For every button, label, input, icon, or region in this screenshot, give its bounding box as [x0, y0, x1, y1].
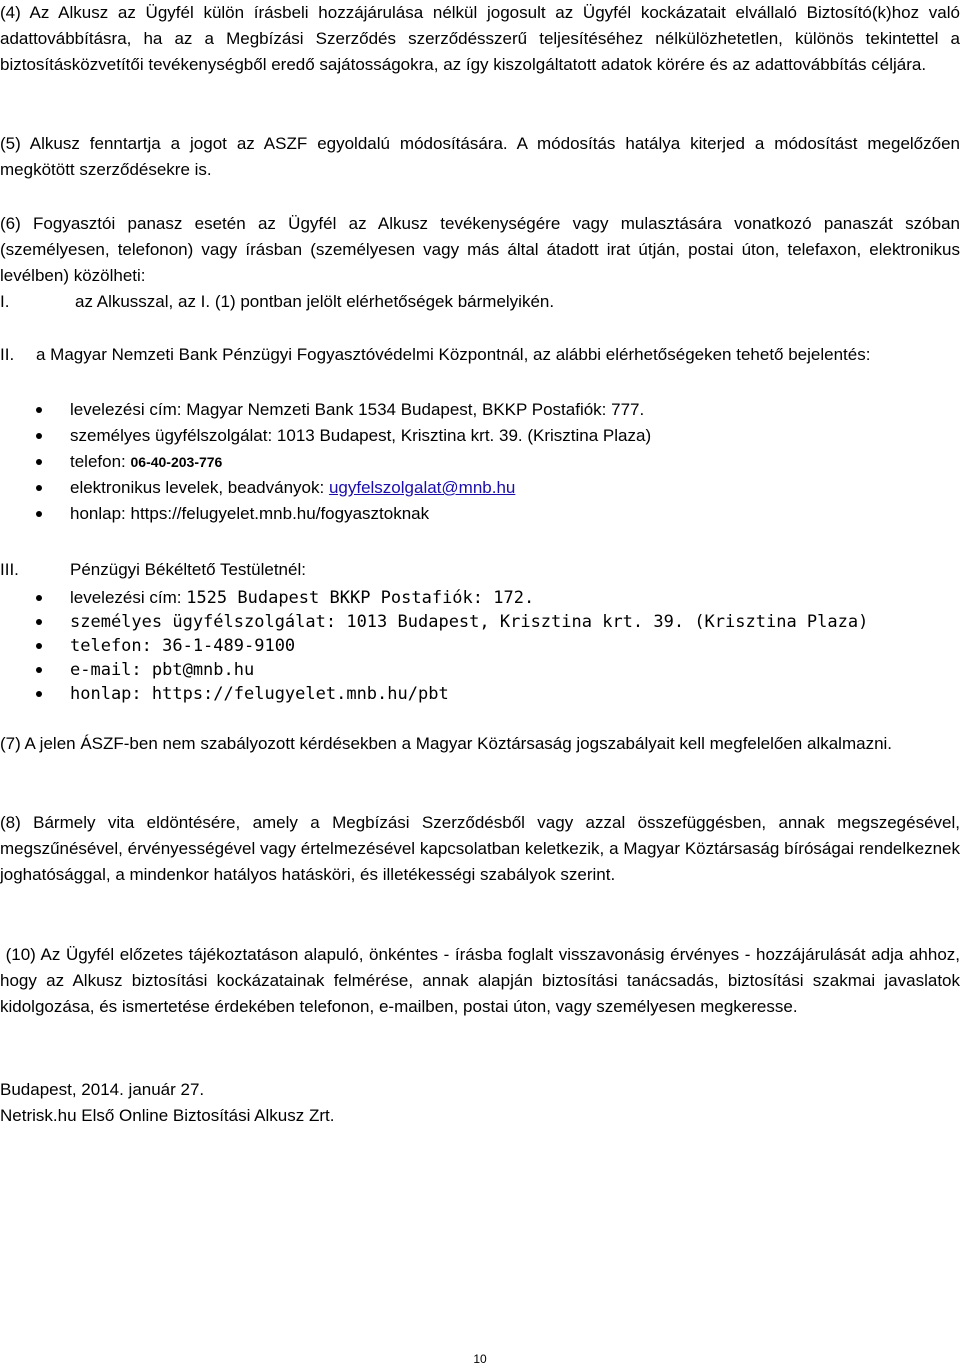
paragraph-10 [0, 942, 960, 1020]
pbt-phone: telefon: 36-1-489-9100 [70, 636, 296, 656]
pbt-email: e-mail: pbt@mnb.hu [70, 660, 255, 680]
paragraph-5-text: (5) Alkusz fenntartja a jogot az ASZF egyoldalú módosítására. A módosítás hatálya kiterjed a módosítást megelőzően megkötött szerződésekre is. [0, 134, 960, 179]
signature-place-date: Budapest, 2014. január 27. [0, 1080, 205, 1099]
page-number: 10 [473, 1352, 487, 1366]
mnb-contact-list [0, 397, 960, 527]
list-item [0, 681, 960, 705]
mnb-phone-label: telefon: [70, 452, 131, 471]
paragraph-8 [0, 810, 960, 888]
list-item [0, 449, 960, 475]
bullet-icon [36, 595, 42, 601]
paragraph-10-text: (10) Az Ügyfél előzetes tájékoztatáson alapuló, önkéntes - írásba foglalt visszavonásig érvényes - hozzájárulását adja ahhoz, hogy az Alkusz biztosítási kockázatainak felmérése, annak alapján biztosítási tanácsadás, biztosítási szakmai javaslatok kidolgozása, és ismertetése érdekében telefonon, e-mailben, postai úton, vagy személyesen megkeresse. [0, 945, 960, 1016]
paragraph-5 [0, 131, 960, 183]
pbt-customer-service: személyes ügyfélszolgálat: 1013 Budapest, Krisztina krt. 39. (Krisztina Plaza) [70, 612, 869, 632]
item-iii-text: Pénzügyi Békéltető Testületnél: [70, 560, 306, 579]
mnb-website: honlap: https://felugyelet.mnb.hu/fogyasztoknak [70, 504, 430, 523]
item-ii-number: II. [0, 345, 15, 364]
paragraph-4 [0, 0, 960, 78]
item-iii-number: III. [0, 560, 19, 579]
pbt-postal-address: 1525 Budapest BKKP Postafiók: 172. [186, 588, 535, 608]
bullet-icon [36, 667, 42, 673]
bullet-icon [36, 485, 42, 491]
mnb-email-label: elektronikus levelek, beadványok: [70, 478, 329, 497]
list-item [0, 633, 960, 657]
mnb-customer-service: személyes ügyfélszolgálat: 1013 Budapest, Krisztina krt. 39. (Krisztina Plaza) [70, 426, 652, 445]
bullet-icon [36, 511, 42, 517]
pbt-postal-label: levelezési cím: [70, 588, 187, 607]
list-item [0, 609, 960, 633]
item-ii-text: a Magyar Nemzeti Bank Pénzügyi Fogyasztóvédelmi Központnál, az alábbi elérhetőségeken tehető bejelentés: [36, 345, 871, 364]
paragraph-7 [0, 731, 960, 757]
list-item [0, 585, 960, 609]
list-item [0, 501, 960, 527]
paragraph-4-text: (4) Az Alkusz az Ügyfél külön írásbeli hozzájárulása nélkül jogosult az Ügyfél kockázatait elvállaló Biztosító(k)hoz való adattovábbításra, ha az a Megbízási Szerződés szerződésszerű teljesítéséhez nélkülözhetetlen, különös tekintettel a biztosításközvetítői tevékenységből eredő sajátosságokra, az így kiszolgáltatott adatok körére és az adattovábbítás céljára. [0, 3, 960, 74]
bullet-icon [36, 459, 42, 465]
mnb-phone-number: 06-40-203-776 [130, 454, 223, 470]
item-ii [0, 342, 960, 368]
item-i [0, 289, 960, 315]
list-item [0, 657, 960, 681]
mnb-email-link[interactable]: ugyfelszolgalat@mnb.hu [328, 478, 516, 497]
bullet-icon [36, 407, 42, 413]
signature-company: Netrisk.hu Első Online Biztosítási Alkusz Zrt. [0, 1106, 335, 1125]
list-item [0, 397, 960, 423]
mnb-postal-address: levelezési cím: Magyar Nemzeti Bank 1534 Budapest, BKKP Postafiók: 777. [70, 400, 645, 419]
bullet-icon [36, 619, 42, 625]
item-iii [0, 557, 960, 583]
pbt-contact-list [0, 585, 960, 705]
paragraph-6 [0, 211, 960, 289]
list-item [0, 423, 960, 449]
bullet-icon [36, 691, 42, 697]
paragraph-7-text: (7) A jelen ÁSZF-ben nem szabályozott kérdésekben a Magyar Köztársaság jogszabályait kell megfelelően alkalmazni. [0, 734, 893, 753]
item-i-number: I. [0, 292, 10, 311]
item-i-text: az Alkusszal, az I. (1) pontban jelölt elérhetőségek bármelyikén. [75, 292, 555, 311]
bullet-icon [36, 433, 42, 439]
paragraph-6-text: (6) Fogyasztói panasz esetén az Ügyfél az Alkusz tevékenységére vagy mulasztására vonatkozó panaszát szóban (személyesen, telefonon) vagy írásban (személyesen vagy más által átadott irat útján, postai úton, telefaxon, elektronikus levélben) közölheti: [0, 214, 960, 285]
pbt-website: honlap: https://felugyelet.mnb.hu/pbt [70, 684, 449, 704]
bullet-icon [36, 643, 42, 649]
list-item [0, 475, 960, 501]
paragraph-8-text: (8) Bármely vita eldöntésére, amely a Megbízási Szerződésből vagy azzal összefüggésben, annak megszegésével, megszűnésével, érvényességével vagy értelmezésével kapcsolatban keletkezik, a Magyar Köztársaság bíróságai rendelkeznek joghatósággal, a mindenkor hatályos hatásköri, és illetékességi szabályok szerint. [0, 813, 960, 884]
